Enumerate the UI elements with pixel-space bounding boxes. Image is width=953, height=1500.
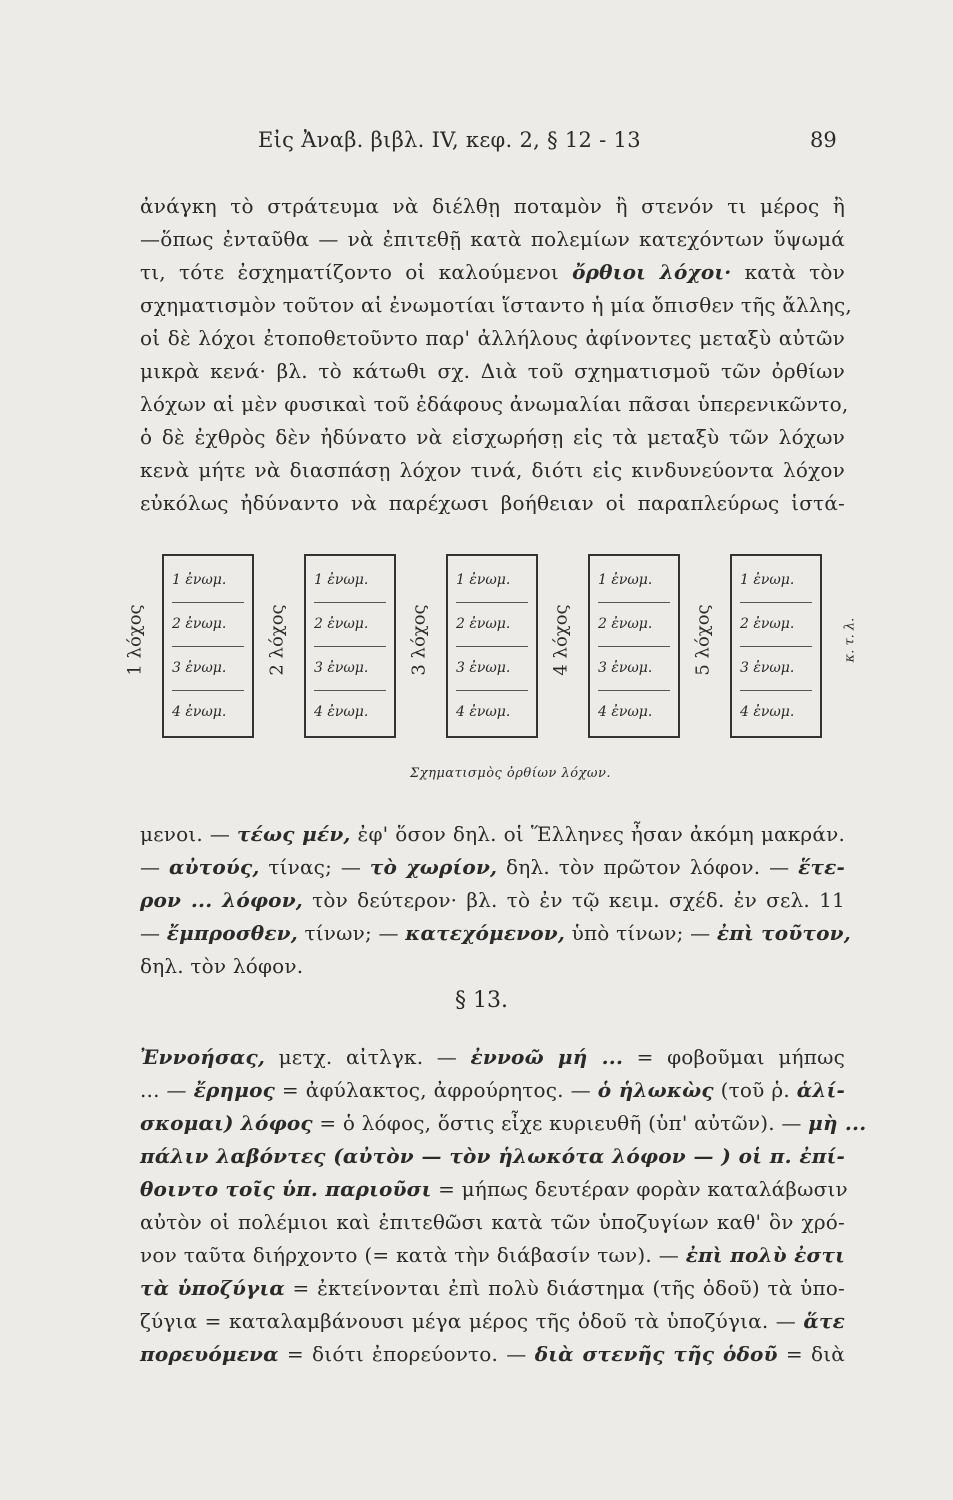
term: τὸ χωρίον, xyxy=(369,855,498,879)
text-line: λόχων αἱ μὲν φυσικαὶ τοῦ ἐδάφους ἀνωμαλίαι πᾶσαι ὑπερενικῶντο, xyxy=(140,392,849,416)
enomotia-cell: 4 ἐνωμ. xyxy=(172,704,227,720)
text-line: Ἐννοήσας, μετχ. αἰτλγκ. — ἐννοῶ μή ... = φοβοῦμαι μήπως xyxy=(140,1045,845,1069)
enomotia-cell: 2 ἐνωμ. xyxy=(740,602,812,647)
term: ἐπὶ πολὺ ἐστι xyxy=(685,1243,846,1267)
enomotia-cell: 2 ἐνωμ. xyxy=(172,602,244,647)
lochos-group xyxy=(252,548,370,738)
text-line: — αὐτούς, τίνας; — τὸ χωρίον, δηλ. τὸν πρῶτον λόφον. — ἕτε- xyxy=(140,855,846,879)
enomotia-cell: 1 ἐνωμ. xyxy=(314,558,386,603)
term: πορευόμενα xyxy=(140,1342,279,1366)
text-span: κατὰ τὸν xyxy=(744,260,845,284)
text-line: — ἔμπροσθεν, τίνων; — κατεχόμενον, ὑπὸ τίνων; — ἐπὶ τοῦτον, xyxy=(140,921,851,945)
text-line: αὐτὸν οἱ πολέμιοι καὶ ἐπιτεθῶσι κατὰ τῶν ὑποζυγίων καθ' ὃν χρό- xyxy=(140,1210,845,1234)
text-line: πορευόμενα = διότι ἐπορεύοντο. — διὰ στενῆς τῆς ὁδοῦ = διὰ xyxy=(140,1342,846,1366)
term: ἐννοῶ μή ... xyxy=(470,1045,624,1069)
lochos-box xyxy=(304,554,396,738)
lochos-box xyxy=(162,554,254,738)
enomotia-cell: 2 ἐνωμ. xyxy=(314,602,386,647)
enomotia-cell: 2 ἐνωμ. xyxy=(456,602,528,647)
text-line: ἀνάγκη τὸ στράτευμα νὰ διέλθῃ ποταμὸν ἢ στενόν τι μέρος ἢ xyxy=(140,194,845,218)
term: κατεχόμενον, xyxy=(405,921,566,945)
text-line: νον ταῦτα διήρχοντο (= κατὰ τὴν διάβασίν των). — ἐπὶ πολὺ ἐστι xyxy=(140,1243,846,1267)
lochos-label: 5 λόχος xyxy=(692,604,714,676)
term: ἁλί- xyxy=(796,1078,845,1102)
text-line: ... — ἔρημος = ἀφύλακτος, ἀφρούρητος. — ὁ ἡλωκὼς (τοῦ ῥ. ἁλί- xyxy=(140,1078,845,1102)
text-line: κενὰ μήτε νὰ διασπάσῃ λόχον τινά, διότι εἰς κινδυνεύοντα λόχον xyxy=(140,458,845,482)
text-line: οἱ δὲ λόχοι ἐτοποθετοῦντο παρ' ἀλλήλους ἀφίνοντες μεταξὺ αὐτῶν xyxy=(140,326,845,350)
enomotia-cell: 1 ἐνωμ. xyxy=(598,558,670,603)
enomotia-cell: 3 ἐνωμ. xyxy=(314,646,386,691)
text-line xyxy=(140,260,845,284)
lochos-box xyxy=(730,554,822,738)
term: αὐτούς, xyxy=(169,855,260,879)
term: Ἐννοήσας, xyxy=(140,1045,266,1069)
lochos-label: 1 λόχος xyxy=(124,604,146,676)
term: τὰ ὑποζύγια xyxy=(140,1276,285,1300)
text-line: μικρὰ κενά· βλ. τὸ κάτωθι σχ. Διὰ τοῦ σχηματισμοῦ τῶν ὀρθίων xyxy=(140,359,845,383)
diagram-etc-note: κ. τ. λ. xyxy=(842,617,858,663)
text-line: ζύγια = καταλαμβάνουσι μέγα μέρος τῆς ὁδοῦ τὰ ὑποζύγια. — ἅτε xyxy=(140,1309,845,1333)
running-head: Εἰς Ἀναβ. βιβλ. IV, κεφ. 2, § 12 - 13 xyxy=(258,128,641,152)
text-span: τι, τότε ἐσχηματίζοντο οἱ καλούμενοι xyxy=(140,260,559,284)
term: τέως μέν, xyxy=(237,822,351,846)
lochos-box xyxy=(588,554,680,738)
text-line: εὐκόλως ἠδύναντο νὰ παρέχωσι βοήθειαν οἱ παραπλεύρως ἱστά- xyxy=(140,491,845,515)
term: σκομαι) λόφος xyxy=(140,1111,313,1135)
term: ἔμπροσθεν, xyxy=(166,921,298,945)
text-line: θοιντο τοῖς ὑπ. παριοῦσι = μήπως δευτέραν φορὰν καταλάβωσιν xyxy=(140,1177,848,1201)
enomotia-cell: 1 ἐνωμ. xyxy=(172,558,244,603)
enomotia-cell: 3 ἐνωμ. xyxy=(740,646,812,691)
diagram-caption: Σχηματισμὸς ὀρθίων λόχων. xyxy=(410,766,612,781)
page-number: 89 xyxy=(810,128,837,152)
enomotia-cell: 3 ἐνωμ. xyxy=(598,646,670,691)
text-line: σκομαι) λόφος = ὁ λόφος, ὅστις εἶχε κυριευθῆ (ὑπ' αὐτῶν). — μὴ ... xyxy=(140,1111,867,1135)
term: ἕτε- xyxy=(798,855,846,879)
text-line: σχηματισμὸν τοῦτον αἱ ἐνωμοτίαι ἵσταντο ἡ μία ὄπισθεν τῆς ἄλλης, xyxy=(140,293,852,317)
term: μὴ ... xyxy=(808,1111,867,1135)
lochos-group xyxy=(678,548,796,738)
enomotia-cell: 3 ἐνωμ. xyxy=(172,646,244,691)
term: ἅτε xyxy=(803,1309,845,1333)
enomotia-cell: 1 ἐνωμ. xyxy=(456,558,528,603)
enomotia-cell: 4 ἐνωμ. xyxy=(456,704,511,720)
text-line: δηλ. τὸν λόφον. xyxy=(140,954,304,978)
text-line: —ὅπως ἐνταῦθα — νὰ ἐπιτεθῇ κατὰ πολεμίων κατεχόντων ὕψωμά xyxy=(140,227,845,251)
term: διὰ στενῆς τῆς ὁδοῦ xyxy=(534,1342,778,1366)
term: θοιντο τοῖς ὑπ. παριοῦσι xyxy=(140,1177,432,1201)
enomotia-cell: 4 ἐνωμ. xyxy=(740,704,795,720)
lochos-box xyxy=(446,554,538,738)
lochos-group xyxy=(394,548,512,738)
lochos-group xyxy=(536,548,654,738)
text-line: μενοι. — τέως μέν, ἐφ' ὅσον δηλ. οἱ Ἕλληνες ἦσαν ἀκόμη μακράν. xyxy=(140,822,846,846)
enomotia-cell: 4 ἐνωμ. xyxy=(598,704,653,720)
section-heading: § 13. xyxy=(455,988,508,1013)
lochos-label: 4 λόχος xyxy=(550,604,572,676)
enomotia-cell: 2 ἐνωμ. xyxy=(598,602,670,647)
text-line: τὰ ὑποζύγια = ἐκτείνονται ἐπὶ πολὺ διάστημα (τῆς ὁδοῦ) τὰ ὑπο- xyxy=(140,1276,845,1300)
text-line: ρον ... λόφον, τὸν δεύτερον· βλ. τὸ ἐν τῷ κειμ. σχέδ. ἐν σελ. 11 xyxy=(140,888,845,912)
enomotia-cell: 3 ἐνωμ. xyxy=(456,646,528,691)
term: ὁ ἡλωκὼς xyxy=(597,1078,714,1102)
lochos-label: 3 λόχος xyxy=(408,604,430,676)
term: ἔρημος xyxy=(193,1078,276,1102)
text-line xyxy=(140,1144,845,1168)
term: ρον ... λόφον, xyxy=(140,888,303,912)
term: ἐπὶ τοῦτον, xyxy=(716,921,851,945)
formation-diagram xyxy=(110,548,850,748)
term-orthioi-lochoi: ὄρθιοι λόχοι· xyxy=(572,260,732,284)
lochos-label: 2 λόχος xyxy=(266,604,288,676)
term: πάλιν λαβόντες (αὐτὸν — τὸν ἡλωκότα λόφον — ) οἱ π. ἐπί- xyxy=(140,1144,845,1168)
text-line: ὁ δὲ ἐχθρὸς δὲν ἠδύνατο νὰ εἰσχωρήσῃ εἰς τὰ μεταξὺ τῶν λόχων xyxy=(140,425,845,449)
enomotia-cell: 4 ἐνωμ. xyxy=(314,704,369,720)
enomotia-cell: 1 ἐνωμ. xyxy=(740,558,812,603)
lochos-group xyxy=(110,548,228,738)
